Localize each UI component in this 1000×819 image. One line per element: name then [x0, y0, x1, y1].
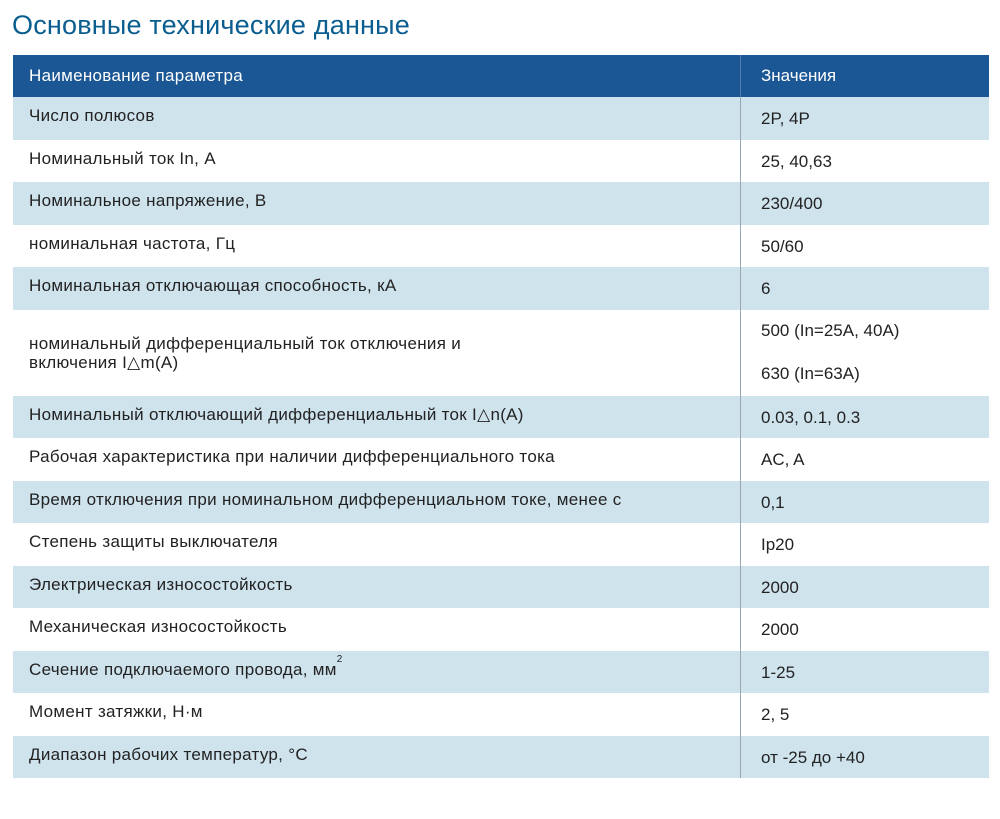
param-cell: Сечение подключаемого провода, мм 2: [29, 653, 343, 679]
value-cell: [740, 310, 989, 396]
value-cell: Ip20: [740, 523, 989, 566]
param-text: Сечение подключаемого провода, мм: [29, 659, 337, 679]
value-cell: от -25 до +40: [740, 736, 989, 779]
param-cell: Время отключения при номинальном дифференциальном токе, менее с: [29, 489, 622, 509]
value-cell: 2, 5: [740, 693, 989, 736]
value-cell: 230/400: [740, 182, 989, 225]
table-header: [13, 55, 989, 97]
table-row: [13, 693, 989, 736]
value-cell: 6: [740, 267, 989, 310]
param-cell: Рабочая характеристика при наличии дифференциального тока: [29, 447, 555, 466]
table-row: [13, 608, 989, 651]
param-cell: Диапазон рабочих температур, °С: [29, 744, 308, 764]
value-cell: 1-25: [740, 651, 989, 694]
value-line: 630 (In=63A): [761, 363, 860, 383]
param-cell: Степень защиты выключателя: [29, 532, 278, 551]
value-cell: 2000: [740, 566, 989, 609]
param-cell: [13, 310, 740, 396]
param-cell: Номинальный отключающий дифференциальный ток I△n(A): [29, 404, 524, 424]
header-value: Значения: [740, 55, 989, 97]
page-title: Основные технические данные: [12, 10, 410, 40]
table-row: [13, 651, 989, 694]
value-line: 500 (In=25A, 40A): [761, 320, 900, 340]
table-row: [13, 438, 989, 481]
table-row: [13, 736, 989, 779]
param-cell: Число полюсов: [29, 106, 155, 125]
table-row: [13, 97, 989, 140]
table-row: [13, 310, 989, 396]
table-row: [13, 225, 989, 268]
table-row: [13, 523, 989, 566]
param-cell: Механическая износостойкость: [29, 617, 288, 636]
param-cell: Номинальное напряжение, В: [29, 191, 267, 210]
value-cell: 2P, 4P: [740, 97, 989, 140]
value-cell: 50/60: [740, 225, 989, 268]
param-line: включения I△m(A): [29, 352, 179, 372]
table-row: [13, 182, 989, 225]
value-cell: 0,1: [740, 481, 989, 524]
param-cell: Электрическая износостойкость: [29, 574, 293, 594]
value-cell: AC, A: [740, 438, 989, 481]
header-param: Наименование параметра: [29, 66, 244, 85]
param-cell: Номинальная отключающая способность, кА: [29, 276, 397, 295]
table-row: [13, 267, 989, 310]
param-line: номинальный дифференциальный ток отключения и: [29, 333, 462, 353]
table-row: [13, 481, 989, 524]
param-cell: номинальная частота, Гц: [29, 233, 236, 253]
value-cell: 25, 40,63: [740, 140, 989, 183]
value-cell: 2000: [740, 608, 989, 651]
value-cell: 0.03, 0.1, 0.3: [740, 396, 989, 439]
tech-data-table: [13, 55, 989, 778]
param-cell: Номинальный ток In, А: [29, 148, 216, 168]
table-row: [13, 140, 989, 183]
param-cell: Момент затяжки, Н·м: [29, 702, 203, 721]
table-row: [13, 566, 989, 609]
table-row: [13, 396, 989, 439]
